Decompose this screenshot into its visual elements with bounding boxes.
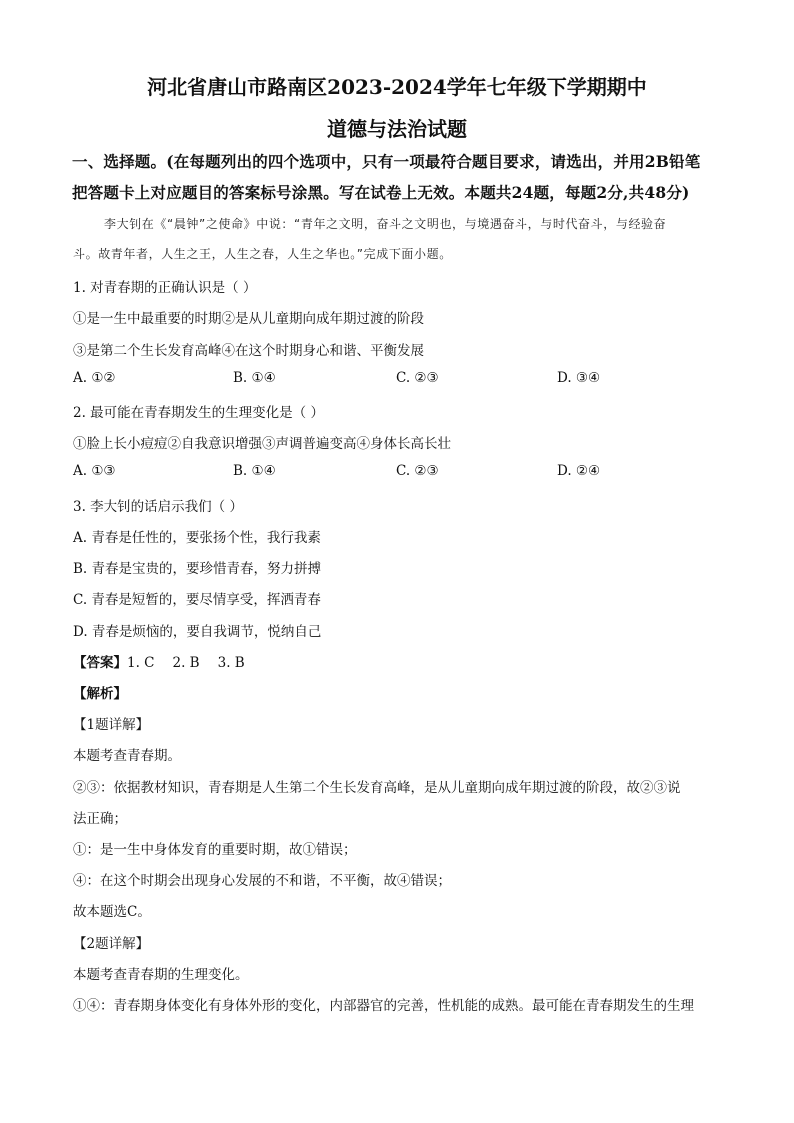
question-2-option-b: B. ①④ — [233, 463, 276, 479]
question-1-statement-2: ③是第二个生长发育高峰④在这个时期身心和谐、平衡发展 — [73, 343, 424, 359]
answer-2: 2. B — [172, 655, 200, 671]
analysis-q2-line-2: ①④：青春期身体变化有身体外形的变化，内部器官的完善，性机能的成熟。最可能在青春期发生的生理 — [73, 998, 694, 1014]
question-3-option-d: D. 青春是烦恼的，要自我调节，悦纳自己 — [73, 624, 322, 640]
analysis-q2-line-1: 本题考查青春期的生理变化。 — [73, 967, 249, 983]
question-2-statement-1: ①脸上长小痘痘②自我意识增强③声调普遍变高④身体长高长壮 — [73, 436, 451, 452]
intro-quote-line-1: 李大钊在《“晨钟”之使命》中说：“青年之文明，奋斗之文明也，与境遇奋斗，与时代奋斗，与经验奋 — [104, 217, 667, 231]
answer-line — [73, 651, 263, 671]
question-2-option-c: C. ②③ — [396, 463, 439, 479]
question-1-option-a: A. ①② — [73, 370, 116, 386]
question-3-option-a: A. 青春是任性的，要张扬个性，我行我素 — [73, 530, 321, 546]
analysis-q1-line-1: 本题考查青春期。 — [73, 748, 181, 764]
question-3-stem: 3. 李大钊的话启示我们（ ） — [73, 499, 243, 515]
analysis-q2-heading: 【2题详解】 — [73, 936, 150, 952]
question-2-option-d: D. ②④ — [557, 463, 601, 479]
question-3-option-c: C. 青春是短暂的，要尽情享受，挥洒青春 — [73, 592, 321, 608]
answer-label: 【答案】 — [73, 655, 127, 671]
answer-1: 1. C — [127, 655, 155, 671]
section-instructions-line-2: 把答题卡上对应题目的答案标号涂黑。写在试卷上无效。本题共24题，每题2分,共48分) — [72, 183, 690, 202]
analysis-label: 【解析】 — [73, 686, 127, 702]
question-3-option-b: B. 青春是宝贵的，要珍惜青春，努力拼搏 — [73, 561, 322, 577]
analysis-q1-line-6: 故本题选C。 — [73, 904, 151, 920]
question-1-statement-1: ①是一生中最重要的时期②是从儿童期向成年期过渡的阶段 — [73, 311, 424, 327]
question-1-stem: 1. 对青春期的正确认识是（ ） — [73, 280, 257, 296]
question-1-option-d: D. ③④ — [557, 370, 601, 386]
document-subtitle: 道德与法治试题 — [327, 117, 467, 141]
analysis-q1-line-4: ①：是一生中身体发育的重要时期，故①错误； — [73, 842, 357, 858]
intro-quote-line-2: 斗。故青年者，人生之王，人生之春，人生之华也。”完成下面小题。 — [73, 247, 452, 261]
question-2-stem: 2. 最可能在青春期发生的生理变化是（ ） — [73, 405, 324, 421]
document-title: 河北省唐山市路南区2023-2024学年七年级下学期期中 — [147, 75, 647, 99]
answer-3: 3. B — [217, 655, 245, 671]
analysis-q1-line-2: ②③：依据教材知识，青春期是人生第二个生长发育高峰，是从儿童期向成年期过渡的阶段，故②③说 — [73, 780, 681, 796]
analysis-q1-line-5: ④：在这个时期会出现身心发展的不和谐，不平衡，故④错误； — [73, 873, 451, 889]
analysis-q1-line-3: 法正确； — [73, 811, 127, 827]
question-1-option-c: C. ②③ — [396, 370, 439, 386]
section-instructions-line-1: 一、选择题。(在每题列出的四个选项中，只有一项最符合题目要求，请选出，并用2B铅笔 — [72, 152, 701, 171]
analysis-q1-heading: 【1题详解】 — [73, 717, 150, 733]
question-2-option-a: A. ①③ — [73, 463, 116, 479]
question-1-option-b: B. ①④ — [233, 370, 276, 386]
